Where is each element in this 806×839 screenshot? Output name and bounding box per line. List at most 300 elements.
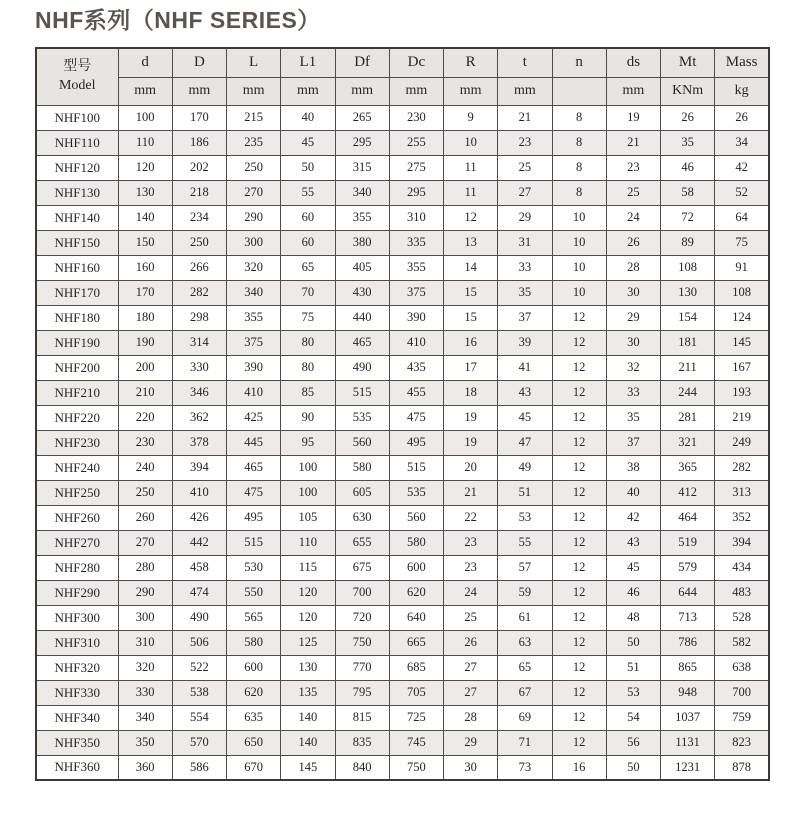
- model-cell: NHF150: [36, 230, 118, 255]
- value-cell-n: 10: [552, 255, 606, 280]
- table-row-nhf140: [36, 205, 769, 230]
- value-cell-n: 12: [552, 730, 606, 755]
- value-cell-l1: 80: [281, 355, 335, 380]
- nhf-series-spec-table: [35, 47, 770, 781]
- value-cell-d: 360: [118, 755, 172, 780]
- value-cell-ds: 24: [606, 205, 660, 230]
- value-cell-mass: 124: [715, 305, 769, 330]
- value-cell-t: 21: [498, 105, 552, 130]
- value-cell-d: 180: [118, 305, 172, 330]
- value-cell-mt: 26: [661, 105, 715, 130]
- value-cell-l: 635: [227, 705, 281, 730]
- value-cell-dc: 725: [389, 705, 443, 730]
- value-cell-df: 700: [335, 580, 389, 605]
- value-cell-d: 394: [172, 455, 226, 480]
- value-cell-r: 19: [444, 405, 498, 430]
- value-cell-l: 580: [227, 630, 281, 655]
- value-cell-t: 71: [498, 730, 552, 755]
- value-cell-n: 8: [552, 155, 606, 180]
- value-cell-d: 266: [172, 255, 226, 280]
- value-cell-mass: 638: [715, 655, 769, 680]
- value-cell-mt: 244: [661, 380, 715, 405]
- value-cell-mt: 58: [661, 180, 715, 205]
- value-cell-t: 29: [498, 205, 552, 230]
- value-cell-ds: 29: [606, 305, 660, 330]
- value-cell-t: 35: [498, 280, 552, 305]
- value-cell-d: 442: [172, 530, 226, 555]
- value-cell-n: 10: [552, 230, 606, 255]
- value-cell-dc: 495: [389, 430, 443, 455]
- value-cell-l1: 50: [281, 155, 335, 180]
- value-cell-mass: 145: [715, 330, 769, 355]
- value-cell-d: 570: [172, 730, 226, 755]
- table-row-nhf250: [36, 480, 769, 505]
- value-cell-ds: 53: [606, 680, 660, 705]
- table-row-nhf130: [36, 180, 769, 205]
- value-cell-n: 12: [552, 405, 606, 430]
- value-cell-mt: 948: [661, 680, 715, 705]
- value-cell-d: 110: [118, 130, 172, 155]
- value-cell-n: 12: [552, 455, 606, 480]
- value-cell-mt: 72: [661, 205, 715, 230]
- value-cell-dc: 515: [389, 455, 443, 480]
- value-cell-df: 430: [335, 280, 389, 305]
- value-cell-df: 795: [335, 680, 389, 705]
- value-cell-l1: 105: [281, 505, 335, 530]
- model-cell: NHF160: [36, 255, 118, 280]
- column-header-t: t: [498, 48, 552, 77]
- value-cell-dc: 275: [389, 155, 443, 180]
- value-cell-r: 30: [444, 755, 498, 780]
- value-cell-d: 100: [118, 105, 172, 130]
- value-cell-r: 15: [444, 280, 498, 305]
- value-cell-df: 380: [335, 230, 389, 255]
- value-cell-n: 12: [552, 705, 606, 730]
- model-cell: NHF260: [36, 505, 118, 530]
- value-cell-df: 490: [335, 355, 389, 380]
- value-cell-l1: 55: [281, 180, 335, 205]
- model-cell: NHF310: [36, 630, 118, 655]
- value-cell-d: 240: [118, 455, 172, 480]
- unit-cell-df: mm: [335, 77, 389, 105]
- value-cell-df: 770: [335, 655, 389, 680]
- value-cell-ds: 50: [606, 755, 660, 780]
- value-cell-r: 19: [444, 430, 498, 455]
- table-row-nhf210: [36, 380, 769, 405]
- value-cell-r: 10: [444, 130, 498, 155]
- model-cell: NHF360: [36, 755, 118, 780]
- value-cell-mt: 46: [661, 155, 715, 180]
- value-cell-d: 340: [118, 705, 172, 730]
- value-cell-ds: 56: [606, 730, 660, 755]
- unit-cell-mass: kg: [715, 77, 769, 105]
- table-row-nhf180: [36, 305, 769, 330]
- value-cell-ds: 50: [606, 630, 660, 655]
- value-cell-l1: 140: [281, 730, 335, 755]
- value-cell-l: 390: [227, 355, 281, 380]
- value-cell-t: 39: [498, 330, 552, 355]
- value-cell-dc: 295: [389, 180, 443, 205]
- value-cell-l: 355: [227, 305, 281, 330]
- value-cell-mt: 519: [661, 530, 715, 555]
- value-cell-dc: 600: [389, 555, 443, 580]
- value-cell-mass: 434: [715, 555, 769, 580]
- value-cell-d: 310: [118, 630, 172, 655]
- value-cell-t: 63: [498, 630, 552, 655]
- column-header-d: D: [172, 48, 226, 77]
- value-cell-r: 18: [444, 380, 498, 405]
- value-cell-mass: 823: [715, 730, 769, 755]
- model-cell: NHF230: [36, 430, 118, 455]
- value-cell-l: 425: [227, 405, 281, 430]
- value-cell-t: 73: [498, 755, 552, 780]
- value-cell-d: 250: [118, 480, 172, 505]
- value-cell-n: 12: [552, 430, 606, 455]
- table-row-nhf290: [36, 580, 769, 605]
- value-cell-ds: 23: [606, 155, 660, 180]
- value-cell-r: 9: [444, 105, 498, 130]
- value-cell-l1: 60: [281, 205, 335, 230]
- value-cell-ds: 30: [606, 330, 660, 355]
- value-cell-mass: 34: [715, 130, 769, 155]
- table-row-nhf320: [36, 655, 769, 680]
- model-cell: NHF130: [36, 180, 118, 205]
- value-cell-d: 300: [118, 605, 172, 630]
- table-row-nhf270: [36, 530, 769, 555]
- value-cell-mt: 464: [661, 505, 715, 530]
- value-cell-mass: 42: [715, 155, 769, 180]
- value-cell-d: 378: [172, 430, 226, 455]
- value-cell-d: 120: [118, 155, 172, 180]
- value-cell-r: 13: [444, 230, 498, 255]
- value-cell-mass: 91: [715, 255, 769, 280]
- value-cell-r: 23: [444, 555, 498, 580]
- value-cell-mass: 75: [715, 230, 769, 255]
- value-cell-df: 405: [335, 255, 389, 280]
- value-cell-dc: 475: [389, 405, 443, 430]
- page-title: NHF系列（NHF SERIES）: [35, 7, 321, 33]
- header-row-units: [36, 77, 769, 105]
- value-cell-mt: 644: [661, 580, 715, 605]
- value-cell-n: 10: [552, 280, 606, 305]
- value-cell-r: 12: [444, 205, 498, 230]
- model-cell: NHF270: [36, 530, 118, 555]
- value-cell-mt: 865: [661, 655, 715, 680]
- value-cell-dc: 410: [389, 330, 443, 355]
- value-cell-df: 580: [335, 455, 389, 480]
- value-cell-l1: 95: [281, 430, 335, 455]
- model-cell: NHF350: [36, 730, 118, 755]
- value-cell-ds: 37: [606, 430, 660, 455]
- value-cell-d: 250: [172, 230, 226, 255]
- value-cell-t: 53: [498, 505, 552, 530]
- table-body: [36, 105, 769, 780]
- value-cell-mt: 1037: [661, 705, 715, 730]
- value-cell-dc: 640: [389, 605, 443, 630]
- value-cell-l1: 100: [281, 455, 335, 480]
- value-cell-t: 65: [498, 655, 552, 680]
- value-cell-l1: 65: [281, 255, 335, 280]
- unit-cell-ds: mm: [606, 77, 660, 105]
- value-cell-r: 26: [444, 630, 498, 655]
- value-cell-l1: 120: [281, 605, 335, 630]
- model-cell: NHF220: [36, 405, 118, 430]
- model-cell: NHF170: [36, 280, 118, 305]
- value-cell-d: 320: [118, 655, 172, 680]
- value-cell-ds: 33: [606, 380, 660, 405]
- value-cell-d: 522: [172, 655, 226, 680]
- value-cell-t: 31: [498, 230, 552, 255]
- value-cell-d: 270: [118, 530, 172, 555]
- value-cell-mt: 35: [661, 130, 715, 155]
- table-row-nhf260: [36, 505, 769, 530]
- value-cell-dc: 355: [389, 255, 443, 280]
- value-cell-mass: 219: [715, 405, 769, 430]
- value-cell-n: 12: [552, 530, 606, 555]
- value-cell-t: 51: [498, 480, 552, 505]
- table-row-nhf100: [36, 105, 769, 130]
- value-cell-d: 130: [118, 180, 172, 205]
- value-cell-l: 410: [227, 380, 281, 405]
- value-cell-l: 215: [227, 105, 281, 130]
- value-cell-mt: 89: [661, 230, 715, 255]
- unit-cell-t: mm: [498, 77, 552, 105]
- value-cell-r: 25: [444, 605, 498, 630]
- value-cell-df: 515: [335, 380, 389, 405]
- value-cell-r: 11: [444, 180, 498, 205]
- value-cell-df: 295: [335, 130, 389, 155]
- column-header-l: L: [227, 48, 281, 77]
- value-cell-r: 28: [444, 705, 498, 730]
- value-cell-mass: 878: [715, 755, 769, 780]
- value-cell-l1: 75: [281, 305, 335, 330]
- value-cell-l1: 40: [281, 105, 335, 130]
- column-header-dc: Dc: [389, 48, 443, 77]
- value-cell-l: 650: [227, 730, 281, 755]
- value-cell-dc: 435: [389, 355, 443, 380]
- value-cell-t: 57: [498, 555, 552, 580]
- value-cell-df: 815: [335, 705, 389, 730]
- value-cell-l1: 130: [281, 655, 335, 680]
- value-cell-ds: 32: [606, 355, 660, 380]
- unit-cell-r: mm: [444, 77, 498, 105]
- model-cell: NHF110: [36, 130, 118, 155]
- value-cell-mt: 579: [661, 555, 715, 580]
- value-cell-n: 12: [552, 605, 606, 630]
- value-cell-d: 506: [172, 630, 226, 655]
- value-cell-dc: 335: [389, 230, 443, 255]
- value-cell-d: 140: [118, 205, 172, 230]
- value-cell-r: 11: [444, 155, 498, 180]
- value-cell-ds: 45: [606, 555, 660, 580]
- value-cell-d: 186: [172, 130, 226, 155]
- value-cell-df: 675: [335, 555, 389, 580]
- value-cell-d: 298: [172, 305, 226, 330]
- value-cell-mt: 365: [661, 455, 715, 480]
- value-cell-ds: 51: [606, 655, 660, 680]
- value-cell-df: 630: [335, 505, 389, 530]
- value-cell-r: 16: [444, 330, 498, 355]
- value-cell-l1: 90: [281, 405, 335, 430]
- model-cell: NHF180: [36, 305, 118, 330]
- value-cell-d: 490: [172, 605, 226, 630]
- value-cell-r: 20: [444, 455, 498, 480]
- value-cell-d: 280: [118, 555, 172, 580]
- value-cell-l: 320: [227, 255, 281, 280]
- value-cell-mt: 412: [661, 480, 715, 505]
- value-cell-l1: 80: [281, 330, 335, 355]
- value-cell-dc: 390: [389, 305, 443, 330]
- value-cell-l: 375: [227, 330, 281, 355]
- model-cell: NHF340: [36, 705, 118, 730]
- model-column-header: [36, 48, 118, 105]
- value-cell-dc: 665: [389, 630, 443, 655]
- value-cell-r: 15: [444, 305, 498, 330]
- value-cell-df: 340: [335, 180, 389, 205]
- unit-cell-mt: KNm: [661, 77, 715, 105]
- table-row-nhf230: [36, 430, 769, 455]
- value-cell-df: 315: [335, 155, 389, 180]
- value-cell-d: 282: [172, 280, 226, 305]
- value-cell-dc: 560: [389, 505, 443, 530]
- value-cell-mt: 108: [661, 255, 715, 280]
- value-cell-mt: 1231: [661, 755, 715, 780]
- value-cell-d: 362: [172, 405, 226, 430]
- value-cell-mass: 167: [715, 355, 769, 380]
- value-cell-l: 620: [227, 680, 281, 705]
- value-cell-n: 12: [552, 555, 606, 580]
- value-cell-dc: 750: [389, 755, 443, 780]
- value-cell-d: 170: [172, 105, 226, 130]
- value-cell-r: 17: [444, 355, 498, 380]
- value-cell-df: 840: [335, 755, 389, 780]
- value-cell-mt: 281: [661, 405, 715, 430]
- value-cell-df: 535: [335, 405, 389, 430]
- value-cell-n: 12: [552, 355, 606, 380]
- value-cell-dc: 255: [389, 130, 443, 155]
- value-cell-l: 340: [227, 280, 281, 305]
- table-row-nhf340: [36, 705, 769, 730]
- value-cell-l: 515: [227, 530, 281, 555]
- model-cell: NHF280: [36, 555, 118, 580]
- value-cell-n: 8: [552, 105, 606, 130]
- value-cell-d: 150: [118, 230, 172, 255]
- value-cell-t: 25: [498, 155, 552, 180]
- value-cell-l1: 85: [281, 380, 335, 405]
- table-row-nhf350: [36, 730, 769, 755]
- value-cell-l: 550: [227, 580, 281, 605]
- value-cell-mt: 181: [661, 330, 715, 355]
- value-cell-mt: 130: [661, 280, 715, 305]
- table-row-nhf240: [36, 455, 769, 480]
- value-cell-df: 605: [335, 480, 389, 505]
- model-cell: NHF330: [36, 680, 118, 705]
- value-cell-r: 22: [444, 505, 498, 530]
- value-cell-l: 600: [227, 655, 281, 680]
- value-cell-d: 330: [172, 355, 226, 380]
- value-cell-l: 270: [227, 180, 281, 205]
- table-header: [36, 48, 769, 105]
- table-row-nhf310: [36, 630, 769, 655]
- value-cell-l1: 145: [281, 755, 335, 780]
- value-cell-dc: 580: [389, 530, 443, 555]
- column-header-ds: ds: [606, 48, 660, 77]
- value-cell-df: 355: [335, 205, 389, 230]
- model-cell: NHF210: [36, 380, 118, 405]
- value-cell-l1: 70: [281, 280, 335, 305]
- value-cell-l: 465: [227, 455, 281, 480]
- value-cell-t: 23: [498, 130, 552, 155]
- value-cell-l: 530: [227, 555, 281, 580]
- value-cell-d: 458: [172, 555, 226, 580]
- model-cell: NHF200: [36, 355, 118, 380]
- value-cell-ds: 43: [606, 530, 660, 555]
- value-cell-dc: 230: [389, 105, 443, 130]
- value-cell-mt: 154: [661, 305, 715, 330]
- value-cell-mt: 713: [661, 605, 715, 630]
- table-row-nhf360: [36, 755, 769, 780]
- value-cell-n: 12: [552, 505, 606, 530]
- value-cell-dc: 705: [389, 680, 443, 705]
- unit-cell-l: mm: [227, 77, 281, 105]
- model-cell: NHF290: [36, 580, 118, 605]
- value-cell-mt: 1131: [661, 730, 715, 755]
- value-cell-d: 586: [172, 755, 226, 780]
- value-cell-ds: 46: [606, 580, 660, 605]
- value-cell-ds: 40: [606, 480, 660, 505]
- unit-cell-n: [552, 77, 606, 105]
- model-cell: NHF190: [36, 330, 118, 355]
- value-cell-d: 314: [172, 330, 226, 355]
- value-cell-n: 12: [552, 655, 606, 680]
- unit-cell-l1: mm: [281, 77, 335, 105]
- value-cell-dc: 745: [389, 730, 443, 755]
- header-row-labels: [36, 48, 769, 77]
- value-cell-df: 465: [335, 330, 389, 355]
- value-cell-mt: 211: [661, 355, 715, 380]
- model-cell: NHF120: [36, 155, 118, 180]
- unit-cell-d: mm: [118, 77, 172, 105]
- value-cell-t: 43: [498, 380, 552, 405]
- value-cell-mass: 759: [715, 705, 769, 730]
- value-cell-ds: 30: [606, 280, 660, 305]
- value-cell-d: 474: [172, 580, 226, 605]
- value-cell-d: 230: [118, 430, 172, 455]
- value-cell-t: 61: [498, 605, 552, 630]
- value-cell-mass: 26: [715, 105, 769, 130]
- value-cell-n: 12: [552, 380, 606, 405]
- table-row-nhf330: [36, 680, 769, 705]
- column-header-mass: Mass: [715, 48, 769, 77]
- table-row-nhf170: [36, 280, 769, 305]
- value-cell-l: 235: [227, 130, 281, 155]
- value-cell-df: 560: [335, 430, 389, 455]
- value-cell-r: 23: [444, 530, 498, 555]
- value-cell-d: 210: [118, 380, 172, 405]
- model-cell: NHF320: [36, 655, 118, 680]
- value-cell-ds: 21: [606, 130, 660, 155]
- value-cell-ds: 26: [606, 230, 660, 255]
- value-cell-d: 290: [118, 580, 172, 605]
- value-cell-d: 200: [118, 355, 172, 380]
- value-cell-n: 12: [552, 580, 606, 605]
- value-cell-l1: 60: [281, 230, 335, 255]
- table-row-nhf220: [36, 405, 769, 430]
- value-cell-l: 250: [227, 155, 281, 180]
- value-cell-dc: 375: [389, 280, 443, 305]
- value-cell-l: 290: [227, 205, 281, 230]
- value-cell-df: 655: [335, 530, 389, 555]
